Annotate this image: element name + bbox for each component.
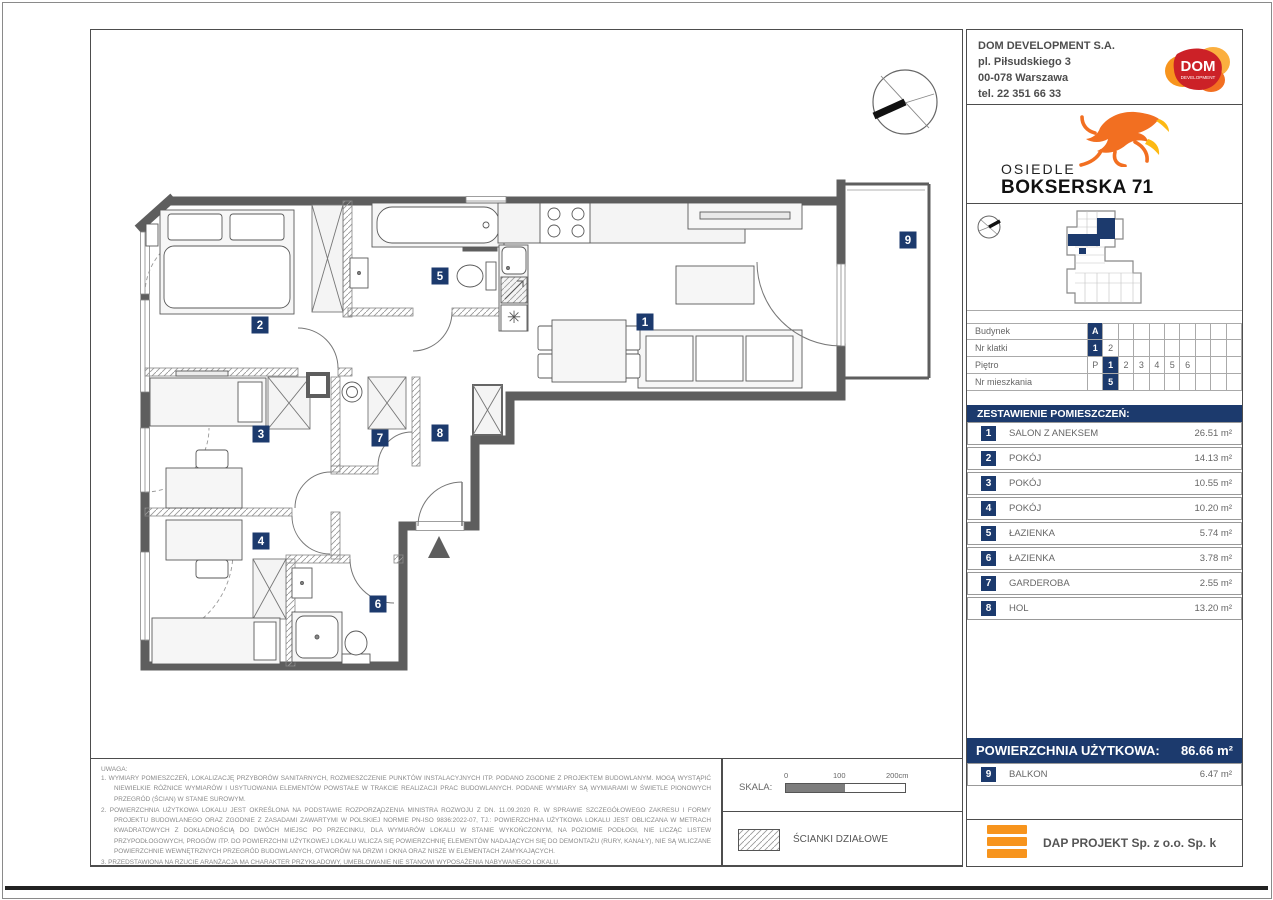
location-cell — [1195, 323, 1210, 340]
location-cell — [1118, 323, 1133, 340]
location-row — [967, 323, 1242, 340]
room-name: ŁAZIENKA — [1009, 553, 1055, 564]
location-cell — [1133, 374, 1148, 391]
company-address2: 00-078 Warszawa — [978, 71, 1069, 84]
room-number-badge: 2 — [981, 451, 996, 466]
door-room4 — [292, 516, 330, 554]
room-row — [967, 597, 1242, 620]
svg-text:✳: ✳ — [506, 308, 522, 328]
shaft-room3 — [306, 372, 330, 398]
location-row — [967, 374, 1242, 391]
door-room2 — [298, 328, 338, 368]
location-row-label: Piętro — [967, 357, 1087, 374]
balcony-row — [967, 763, 1242, 786]
location-cell — [1164, 340, 1179, 357]
location-cell — [1195, 340, 1210, 357]
svg-text:8: 8 — [436, 428, 444, 440]
title-block — [966, 29, 1243, 867]
location-cell — [1226, 374, 1242, 391]
badge-8 — [432, 425, 449, 442]
project-name — [1001, 161, 1211, 199]
room-name: HOL — [1009, 603, 1029, 614]
tv-sideboard — [688, 203, 802, 229]
compass-icon — [873, 70, 937, 134]
room-number-badge: 8 — [981, 601, 996, 616]
room-area: 3.78 m² — [1199, 553, 1232, 564]
scale-label: SKALA: — [739, 782, 773, 793]
designer-block — [967, 819, 1242, 867]
note-item: 3. PRZEDSTAWIONA NA RZUCIE ARANŻACJA MA CHARAKTER PRZYKŁADOWY, UMEBLOWANIE NIE STANOWI WYPOSAŻENIA NABYWANEGO LOKALU. — [101, 859, 560, 866]
location-cell — [1226, 323, 1242, 340]
location-cell — [1164, 374, 1179, 391]
svg-text:6: 6 — [374, 599, 382, 611]
project-number: 71 — [1131, 177, 1154, 198]
badge-9 — [900, 232, 917, 249]
floor-plan — [90, 30, 963, 758]
location-cell — [1149, 340, 1164, 357]
balcony-area: 6.47 m² — [1199, 769, 1232, 780]
room-number-badge: 4 — [981, 501, 996, 516]
badge-6 — [370, 596, 387, 613]
badge-1 — [637, 314, 654, 331]
entrance-door — [416, 482, 464, 558]
project-block — [967, 105, 1242, 204]
location-cell: A — [1087, 323, 1102, 340]
balcony-walls — [841, 184, 929, 378]
svg-text:1: 1 — [641, 317, 649, 329]
svg-text:DOM: DOM — [1180, 58, 1216, 75]
location-row — [967, 340, 1242, 357]
room-name: POKÓJ — [1009, 503, 1042, 514]
location-cell: 2 — [1118, 357, 1133, 374]
room-row — [967, 547, 1242, 570]
project-line2: BOKSERSKA — [1001, 177, 1127, 198]
dining-table — [538, 320, 640, 382]
door-room3 — [295, 472, 331, 508]
legend-box — [722, 811, 963, 866]
svg-text:9: 9 — [904, 235, 912, 247]
sink-bath6 — [292, 568, 312, 598]
bottom-rule — [5, 886, 1268, 890]
room-name: SALON Z ANEKSEM — [1009, 428, 1099, 439]
dap-logo — [987, 825, 1027, 858]
bed-double-room2 — [146, 210, 294, 314]
svg-text:DEVELOPMENT: DEVELOPMENT — [1180, 75, 1216, 80]
dom-development-logo — [1163, 38, 1233, 98]
location-cell — [1118, 340, 1133, 357]
notes-title: UWAGA: — [101, 766, 128, 773]
location-cell: P — [1087, 357, 1102, 374]
sink-bath5 — [350, 258, 368, 288]
room-area: 14.13 m² — [1194, 453, 1232, 464]
balcony-name: BALKON — [1009, 769, 1048, 780]
badge-2 — [252, 317, 269, 334]
balcony-badge: 9 — [981, 767, 996, 782]
usable-area-value: 86.66 m² — [1180, 743, 1233, 758]
location-cell — [1179, 323, 1194, 340]
sofa — [638, 330, 802, 388]
scale-tick-0: 0 — [784, 771, 789, 780]
location-cell — [1149, 374, 1164, 391]
logo-horse — [1055, 109, 1185, 167]
badge-3 — [253, 426, 270, 443]
location-cell — [1210, 357, 1225, 374]
entrance-arrow — [428, 536, 450, 558]
room-number-badge: 3 — [981, 476, 996, 491]
washer-symbol — [501, 305, 527, 331]
location-cell — [1226, 340, 1242, 357]
toilet-bath6 — [342, 631, 370, 664]
bed-room4 — [152, 618, 280, 664]
building-site-plan — [1039, 208, 1171, 308]
location-cell — [1149, 323, 1164, 340]
location-cell: 2 — [1102, 340, 1117, 357]
location-cell: 5 — [1164, 357, 1179, 374]
note-item: 2. POWIERZCHNIA UŻYTKOWA LOKALU JEST OKREŚLONA NA PODSTAWIE ROZPORZĄDZENIA MINISTRA ROZWOJU Z DN. 11.09.2020 R. W SPRAWIE SZCZEGÓŁOWEGO ZAKRESU I FORMY PROJEKTU BUDOWLANEGO ORAZ ZGODNIE Z ZASADAMI ZAWARTYMI W POLSKIEJ NORMIE PN-ISO 9836:2022-07, TJ.: POWIERZCHNIA UŻYTKOWA LOKALU JEST OBLICZANA W METRACH KWADRATOWYCH Z DOKŁADNOŚCIĄ DO DWÓCH MIEJSC PO PRZECINKU, DLA WYMIARÓW LOKALU W STANIE WYKOŃCZONYM, NA POZIOMIE PODŁOGI, NIE LICZĄC LISTEW PRZYPODŁOGOWYCH, PROGÓW ITP. DO POWIERZCHNI UŻYTKOWEJ LOKALU WLICZA SIĘ POWIERZCHNIĘ ELEMENTÓW NADAJĄCYCH SIĘ DO DEMONTAŻU (RURY, KANAŁY), NIE SĄ WLICZANE POWIERZCHNIE WEWNĘTRZNYCH PRZEGRÓD BUDOWLANYCH, OTWORÓW NA DRZWI I OKNA ORAZ NISZE W ELEMENTACH ZAMYKAJĄCYCH. — [101, 806, 711, 855]
location-cell — [1164, 323, 1179, 340]
partition-swatch — [738, 829, 780, 851]
project-line1: OSIEDLE — [1001, 161, 1076, 177]
room-area: 5.74 m² — [1199, 528, 1232, 539]
location-table — [967, 311, 1242, 405]
room-area: 10.55 m² — [1194, 478, 1232, 489]
wardrobe-room7 — [368, 377, 406, 429]
room-row — [967, 522, 1242, 545]
location-row-label: Nr mieszkania — [967, 374, 1087, 391]
scale-box — [722, 758, 963, 812]
location-cell — [1087, 374, 1102, 391]
wardrobe-room4 — [253, 559, 286, 619]
svg-text:4: 4 — [257, 536, 265, 548]
svg-text:5: 5 — [436, 271, 444, 283]
badge-5 — [432, 268, 449, 285]
room-row — [967, 472, 1242, 495]
room-name: GARDEROBA — [1009, 578, 1070, 589]
location-row — [967, 357, 1242, 374]
location-cell: 6 — [1179, 357, 1194, 374]
svg-text:2: 2 — [256, 320, 264, 332]
scale-tick-200: 200cm — [886, 771, 909, 780]
location-cell — [1133, 323, 1148, 340]
room-row — [967, 447, 1242, 470]
location-cell — [1179, 374, 1194, 391]
room-area: 10.20 m² — [1194, 503, 1232, 514]
room-number-badge: 6 — [981, 551, 996, 566]
room-area: 13.20 m² — [1194, 603, 1232, 614]
rooms-header — [967, 405, 1242, 422]
location-cell: 1 — [1087, 340, 1102, 357]
room-number-badge: 7 — [981, 576, 996, 591]
location-cell — [1210, 323, 1225, 340]
door-bath5 — [413, 312, 452, 351]
sitemap-compass-icon — [975, 212, 1005, 242]
bathtub — [372, 203, 504, 247]
room-name: POKÓJ — [1009, 453, 1042, 464]
room-name: ŁAZIENKA — [1009, 528, 1055, 539]
desk-room3 — [166, 450, 242, 508]
sink-kitchen — [502, 247, 526, 274]
room-row — [967, 422, 1242, 445]
rooms-list — [967, 422, 1242, 622]
location-cell — [1195, 357, 1210, 374]
shaft-hall — [473, 385, 502, 435]
wardrobe-room2 — [312, 205, 343, 312]
note-item: 1. WYMIARY POMIESZCZEŃ, LOKALIZACJĘ PRZYBORÓW SANITARNYCH, ROZMIESZCZENIE PUNKTÓW INSTALACYJNYCH ITP. PODANO ZGODNIE Z PROJEKTEM BUDOWLANYM. MOGĄ WYSTĄPIĆ NIEWIELKIE RÓŻNICE WYMIARÓW I USYTUOWANIA ELEMENTÓW POWSTAŁE W TRAKCIE REALIZACJI PRAC BUDOWLANYCH. PODANE WYMIARY SĄ WYMIARAMI W ŚWIETLE PIONOWYCH PRZEGRÓD (ŚCIAN) W STANIE SUROWYM. — [101, 775, 711, 803]
toilet-bath5 — [457, 262, 496, 290]
badge-4 — [253, 533, 270, 550]
shower — [292, 612, 342, 662]
location-cell: 5 — [1102, 374, 1117, 391]
location-cell — [1226, 357, 1242, 374]
dishwasher — [501, 277, 527, 303]
svg-text:7: 7 — [376, 433, 384, 445]
badge-7 — [372, 430, 389, 447]
room-area: 26.51 m² — [1194, 428, 1232, 439]
svg-text:3: 3 — [257, 429, 265, 441]
bed-room3 — [150, 371, 266, 426]
desk-room4 — [166, 520, 242, 578]
location-cell — [1102, 323, 1117, 340]
rooms-header-label: ZESTAWIENIE POMIESZCZEŃ: — [977, 407, 1130, 420]
sitemap-block — [967, 204, 1242, 311]
company-block — [967, 30, 1242, 105]
room-name: POKÓJ — [1009, 478, 1042, 489]
wardrobe-room3 — [268, 377, 310, 429]
company-phone: tel. 22 351 66 33 — [978, 87, 1062, 100]
location-cell — [1179, 340, 1194, 357]
room-area: 2.55 m² — [1199, 578, 1232, 589]
location-cell: 3 — [1133, 357, 1148, 374]
location-cell — [1210, 340, 1225, 357]
designer-name: DAP PROJEKT Sp. z o.o. Sp. k — [1043, 836, 1217, 850]
location-cell — [1195, 374, 1210, 391]
notes-box — [90, 758, 722, 866]
company-name: DOM DEVELOPMENT S.A. — [978, 40, 1115, 52]
location-row-label: Nr klatki — [967, 340, 1087, 357]
legend-label: ŚCIANKI DZIAŁOWE — [793, 834, 889, 845]
scale-tick-100: 100 — [833, 771, 846, 780]
room-row — [967, 497, 1242, 520]
room-number-badge: 5 — [981, 526, 996, 541]
scale-bar-dark — [785, 783, 847, 793]
location-cell: 1 — [1102, 357, 1117, 374]
scale-bar-light — [845, 783, 906, 793]
company-address1: pl. Piłsudskiego 3 — [978, 55, 1071, 68]
usable-area-label: POWIERZCHNIA UŻYTKOWA: — [976, 743, 1160, 758]
washer-room7 — [342, 382, 362, 402]
location-cell — [1133, 340, 1148, 357]
location-row-label: Budynek — [967, 323, 1087, 340]
room-row — [967, 572, 1242, 595]
stove — [540, 203, 590, 243]
coffee-table — [676, 266, 754, 304]
location-cell: 4 — [1149, 357, 1164, 374]
location-cell — [1118, 374, 1133, 391]
usable-area-bar — [967, 738, 1242, 763]
location-cell — [1210, 374, 1225, 391]
room-number-badge: 1 — [981, 426, 996, 441]
